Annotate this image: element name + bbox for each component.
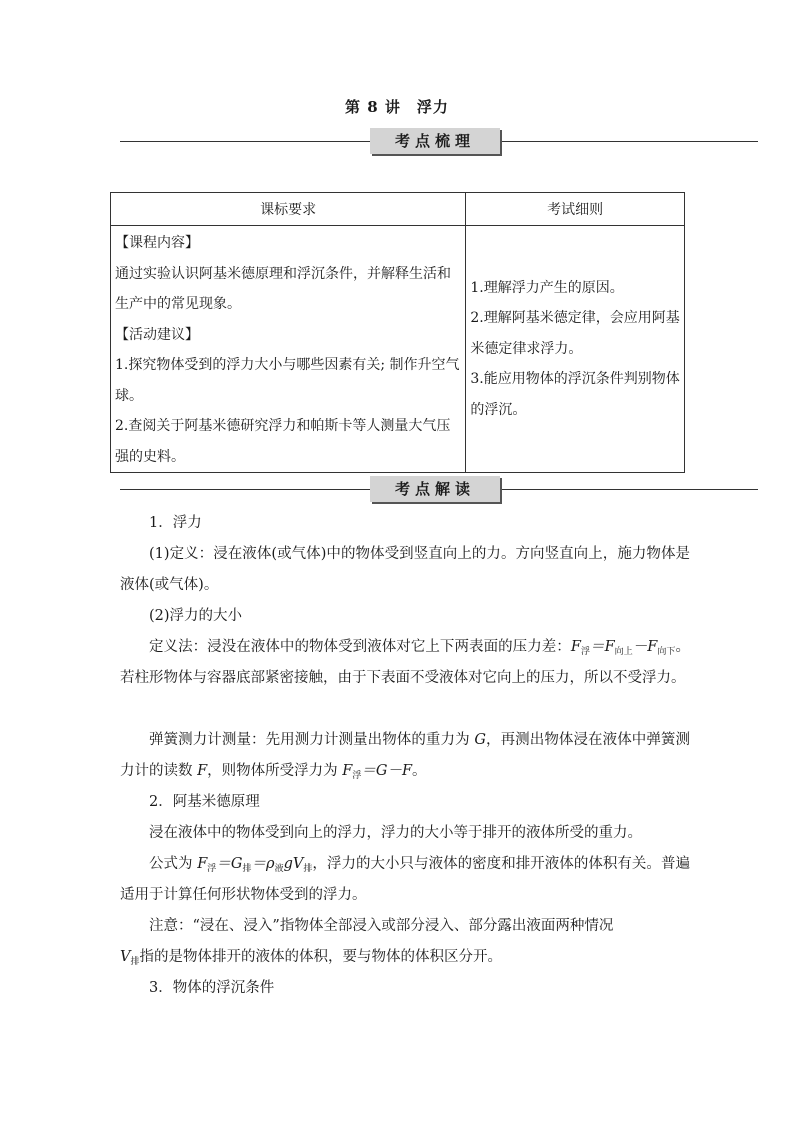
list-item: 3.能应用物体的浮沉条件判别物体的浮沉。 [470,371,680,418]
formula-archimedes: $F_浮=G_排=\rho_液gV_排$ [197,856,313,874]
paragraph-archimedes: 浸在液体中的物体受到向上的浮力，浮力的大小等于排开的液体所受的重力。 [149,825,642,841]
paragraph-spring-scale: 弹簧测力计测量：先用测力计测量出物体的重力为 G，再测出物体浸在液体中弹簧测力计的读数 F，则物体所受浮力为 $F_浮=G-F$。 [120,732,691,781]
list-item: 1.探究物体受到的浮力大小与哪些因素有关; 制作升空气球。 [115,357,460,404]
table-header-row [111,193,685,226]
section-header-review [120,128,758,158]
heading-float-sink: 3．物体的浮沉条件 [149,980,275,996]
list-item: 1.理解浮力产生的原因。 [470,279,624,296]
heading-buoyancy-size: (2)浮力的大小 [149,608,243,624]
paragraph-formula: 公式为 $F_浮=G_排=\rho_液gV_排$，浮力的大小只与液体的密度和排开液体的体积有关。普遍适用于计算任何形状物体受到的浮力。 [120,856,690,903]
page-title: 第 8 讲 浮力 [345,98,449,116]
standards-cell [111,226,466,473]
col-header-exam-details: 考试细则 [466,193,685,226]
list-item: 2.理解阿基米德定律，会应用阿基米德定律求浮力。 [470,310,680,357]
paragraph-definition: (1)定义：浸在液体(或气体)中的物体受到竖直向上的力。方向竖直向上，施力物体是液体(或气体)。 [120,546,690,593]
formula-weighing: $F_浮=G-F$ [342,763,413,781]
col-header-standards: 课标要求 [111,193,466,226]
section-label: 考点梳理 [370,128,500,154]
paragraph-definition-method: 定义法：浸没在液体中的物体受到液体对它上下两表面的压力差：$F_浮=F_{向上}-F_{向下}$。若柱形物体与容器底部紧密接触，由于下表面不受液体对它向上的压力，所以不受浮力。 [120,639,690,686]
list-item: 2.查阅关于阿基米德研究浮力和帕斯卡等人测量大气压强的史料。 [115,418,451,465]
curriculum-table [110,192,685,473]
heading-archimedes: 2．阿基米德原理 [149,794,260,810]
exam-details-cell [466,226,685,473]
list-item: 【活动建议】 [115,326,199,343]
section-header-interpretation [120,476,758,506]
table-row [111,226,685,473]
paragraph-volume-note: $V_排$指的是物体排开的液体的体积，要与物体的体积区分开。 [120,949,502,967]
list-item: 【课程内容】 [115,235,199,251]
paragraph-note: 注意：“浸在、浸入”指物体全部浸入或部分浸入、部分露出液面两种情况 [149,918,614,934]
formula-pressure-difference: $F_浮=F_{向上}-F_{向下}$ [570,639,676,657]
heading-buoyancy: 1．浮力 [149,515,202,531]
list-item: 通过实验认识阿基米德原理和浮沉条件，并解释生活和生产中的常见现象。 [115,265,451,312]
section-label: 考点解读 [370,476,500,502]
